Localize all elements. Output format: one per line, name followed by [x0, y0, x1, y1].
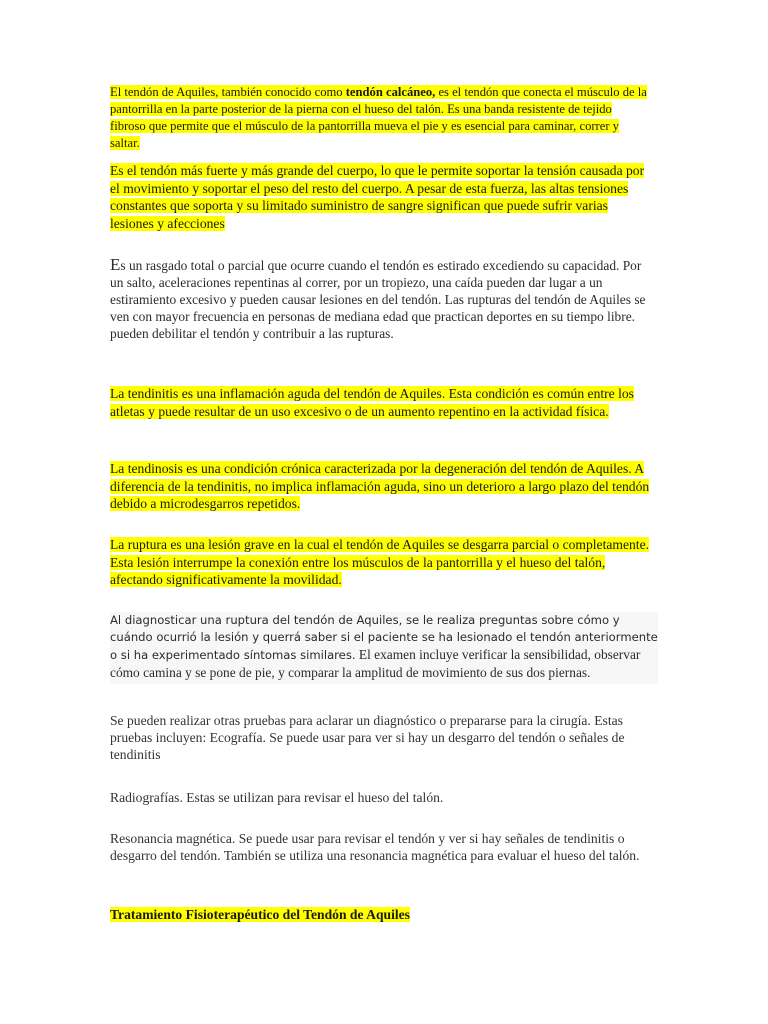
paragraph-other-tests: Se pueden realizar otras pruebas para aclarar un diagnóstico o prepararse para la cirugía. Estas pruebas incluyen: Ecografía. Se puede usar para ver si hay un desgarro del tendón o señales de tendinitis [110, 713, 625, 762]
section-heading [110, 906, 658, 924]
highlighted-text: La ruptura es una lesión grave en la cual el tendón de Aquiles se desgarra parcial o completamente. Esta lesión interrumpe la conexión entre los músculos de la pantorrilla y el hueso del talón, afectando significativamente la movilidad. [110, 537, 650, 587]
paragraph-tendinosis [110, 460, 658, 513]
paragraph-xrays: Radiografías. Estas se utilizan para revisar el hueso del talón. [110, 790, 444, 805]
dropcap-letter: E [110, 255, 121, 274]
bold-term: tendón calcáneo, [345, 85, 436, 99]
paragraph-rupture-description [110, 256, 658, 342]
highlighted-text: La tendinosis es una condición crónica caracterizada por la degeneración del tendón de Aquiles. A diferencia de la tendinitis, no implica inflamación aguda, sino un deterioro a largo plazo del tendón debido a microdesgarros repetidos. [110, 461, 650, 511]
paragraph-strength [110, 162, 650, 232]
highlighted-text: Es el tendón más fuerte y más grande del cuerpo, lo que le permite soportar la tensión causada por el movimiento y soportar el peso del resto del cuerpo. A pesar de esta fuerza, las altas tensiones constantes que soporta y su limitado suministro de sangre significan que puede sufrir varias lesiones y afecciones [110, 163, 645, 231]
paragraph-tendinitis [110, 385, 658, 420]
text-run: s un rasgado total o parcial que ocurre cuando el tendón es estirado excediendo su capacidad. Por un salto, aceleraciones repentinas al correr, por un tropiezo, una caída pueden dar lugar a un estiramiento excesivo y pueden causar lesiones en del tendón. Las rupturas del tendón de Aquiles se ven con mayor frecuencia en personas de mediana edad que practican deportes en su tiempo libre. pueden debilitar el tendón y contribuir a las rupturas. [110, 258, 646, 341]
paragraph-mri: Resonancia magnética. Se puede usar para revisar el tendón y ver si hay señales de tendinitis o desgarro del tendón. También se utiliza una resonancia magnética para evaluar el hueso del talón. [110, 831, 640, 863]
paragraph-achilles-definition [110, 84, 650, 152]
paragraph-diagnosis [110, 612, 658, 684]
text-run: El tendón de Aquiles, también conocido como [110, 85, 346, 99]
paragraph-rupture [110, 536, 658, 589]
text-run: es el tendón que conecta el músculo de la pantorrilla en la parte posterior de la pierna con el hueso del talón. Es una banda resistente de tejido fibroso que permite que el músculo de la pantorrilla mueva el pie y es esencial para caminar, correr y saltar. [110, 85, 647, 150]
text-run: Al diagnosticar una ruptura del tendón de Aquiles, se le realiza preguntas sobre cómo y cuándo ocurrió la lesión y querrá saber si el paciente se ha lesionado el tendón anteriormente o si ha experimentado síntomas similares. [110, 613, 658, 662]
text-run: El examen incluye verificar la sensibilidad, observar cómo camina y se pone de pie, y comparar la amplitud de movimiento de sus dos piernas. [110, 647, 641, 680]
highlighted-text: La tendinitis es una inflamación aguda del tendón de Aquiles. Esta condición es común entre los atletas y puede resultar de un uso excesivo o de un aumento repentino en la actividad física. [110, 386, 634, 419]
highlighted-text [110, 85, 647, 150]
highlighted-heading: Tratamiento Fisioterapéutico del Tendón de Aquiles [110, 907, 410, 922]
